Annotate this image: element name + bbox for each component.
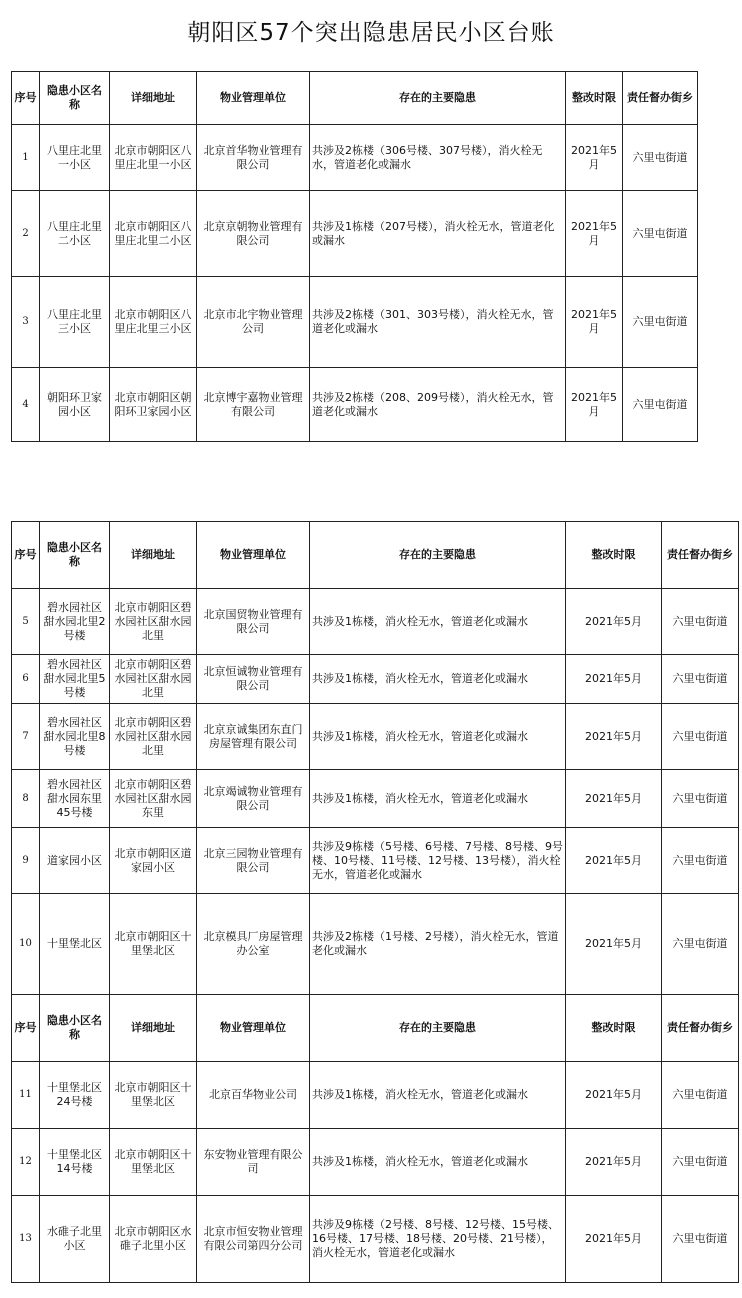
address: 北京市朝阳区碧水园社区甜水园北里	[110, 655, 197, 704]
header-community-name: 隐患小区名称	[40, 522, 110, 589]
property-manager: 北京百华物业公司	[197, 1062, 310, 1129]
table-row	[12, 894, 739, 995]
row-number: 4	[12, 368, 40, 442]
table-row	[12, 704, 739, 770]
address: 北京市朝阳区水碓子北里小区	[110, 1196, 197, 1283]
row-number: 3	[12, 277, 40, 368]
header-row	[12, 72, 698, 125]
deadline: 2021年5月	[566, 368, 623, 442]
responsible-street: 六里屯街道	[662, 589, 739, 655]
header-row-number: 序号	[12, 522, 40, 589]
main-hazard: 共涉及1栋楼，消火栓无水，管道老化或漏水	[310, 704, 566, 770]
table-row	[12, 277, 698, 368]
main-hazard: 共涉及2栋楼（301、303号楼），消火栓无水，管道老化或漏水	[310, 277, 566, 368]
page-title: 朝阳区57个突出隐患居民小区台账	[187, 20, 555, 46]
main-hazard: 共涉及1栋楼，消火栓无水，管道老化或漏水	[310, 1129, 566, 1196]
community-name: 碧水园社区甜水园北里2号楼	[40, 589, 110, 655]
community-name: 碧水园社区甜水园北里8号楼	[40, 704, 110, 770]
main-hazard: 共涉及1栋楼，消火栓无水，管道老化或漏水	[310, 589, 566, 655]
address: 北京市朝阳区碧水园社区甜水园东里	[110, 770, 197, 828]
community-name: 八里庄北里一小区	[40, 125, 110, 191]
row-number: 10	[12, 894, 40, 995]
header-deadline: 整改时限	[566, 995, 662, 1062]
header-address: 详细地址	[110, 995, 197, 1062]
header-responsible-street: 责任督办街乡	[662, 522, 739, 589]
table-row	[12, 770, 739, 828]
deadline: 2021年5月	[566, 1129, 662, 1196]
deadline: 2021年5月	[566, 125, 623, 191]
deadline: 2021年5月	[566, 894, 662, 995]
header-community-name: 隐患小区名称	[40, 72, 110, 125]
property-manager: 北京三园物业管理有限公司	[197, 828, 310, 894]
address: 北京市朝阳区十里堡北区	[110, 1062, 197, 1129]
table-row	[12, 1062, 739, 1129]
header-row-number: 序号	[12, 72, 40, 125]
main-hazard: 共涉及2栋楼（306号楼、307号楼），消火栓无水，管道老化或漏水	[310, 125, 566, 191]
address: 北京市朝阳区碧水园社区甜水园北里	[110, 704, 197, 770]
header-deadline: 整改时限	[566, 72, 623, 125]
hazard-table-1	[11, 71, 698, 442]
property-manager: 北京竭诚物业管理有限公司	[197, 770, 310, 828]
community-name: 八里庄北里二小区	[40, 191, 110, 277]
header-main-hazard: 存在的主要隐患	[310, 522, 566, 589]
deadline: 2021年5月	[566, 1062, 662, 1129]
main-hazard: 共涉及9栋楼（5号楼、6号楼、7号楼、8号楼、9号楼、10号楼、11号楼、12号楼、13号楼），消火栓无水，管道老化或漏水	[310, 828, 566, 894]
table-row	[12, 1129, 739, 1196]
community-name: 十里堡北区24号楼	[40, 1062, 110, 1129]
hazard-table-2	[11, 521, 739, 1283]
responsible-street: 六里屯街道	[623, 125, 698, 191]
main-hazard: 共涉及1栋楼（207号楼），消火栓无水，管道老化或漏水	[310, 191, 566, 277]
header-row	[12, 995, 739, 1062]
table-row	[12, 125, 698, 191]
property-manager: 北京博宇嘉物业管理有限公司	[197, 368, 310, 442]
main-hazard: 共涉及1栋楼，消火栓无水，管道老化或漏水	[310, 770, 566, 828]
responsible-street: 六里屯街道	[662, 770, 739, 828]
header-address: 详细地址	[110, 522, 197, 589]
responsible-street: 六里屯街道	[662, 1062, 739, 1129]
property-manager: 北京模具厂房屋管理办公室	[197, 894, 310, 995]
header-row	[12, 522, 739, 589]
row-number: 8	[12, 770, 40, 828]
responsible-street: 六里屯街道	[662, 655, 739, 704]
deadline: 2021年5月	[566, 191, 623, 277]
row-number: 5	[12, 589, 40, 655]
header-property-manager: 物业管理单位	[197, 522, 310, 589]
row-number: 7	[12, 704, 40, 770]
property-manager: 北京恒诚物业管理有限公司	[197, 655, 310, 704]
community-name: 十里堡北区14号楼	[40, 1129, 110, 1196]
table-row	[12, 589, 739, 655]
property-manager: 北京京诚集团东直门房屋管理有限公司	[197, 704, 310, 770]
community-name: 十里堡北区	[40, 894, 110, 995]
row-number: 2	[12, 191, 40, 277]
header-row-number: 序号	[12, 995, 40, 1062]
deadline: 2021年5月	[566, 770, 662, 828]
address: 北京市朝阳区八里庄北里三小区	[110, 277, 197, 368]
responsible-street: 六里屯街道	[623, 191, 698, 277]
property-manager: 东安物业管理有限公司	[197, 1129, 310, 1196]
property-manager: 北京市恒安物业管理有限公司第四分公司	[197, 1196, 310, 1283]
row-number: 6	[12, 655, 40, 704]
responsible-street: 六里屯街道	[662, 1196, 739, 1283]
table-row	[12, 368, 698, 442]
header-address: 详细地址	[110, 72, 197, 125]
main-hazard: 共涉及2栋楼（208、209号楼），消火栓无水，管道老化或漏水	[310, 368, 566, 442]
property-manager: 北京首华物业管理有限公司	[197, 125, 310, 191]
header-main-hazard: 存在的主要隐患	[310, 995, 566, 1062]
address: 北京市朝阳区八里庄北里二小区	[110, 191, 197, 277]
responsible-street: 六里屯街道	[623, 277, 698, 368]
table-row	[12, 1196, 739, 1283]
deadline: 2021年5月	[566, 704, 662, 770]
table-row	[12, 191, 698, 277]
row-number: 11	[12, 1062, 40, 1129]
row-number: 12	[12, 1129, 40, 1196]
address: 北京市朝阳区碧水园社区甜水园北里	[110, 589, 197, 655]
community-name: 道家园小区	[40, 828, 110, 894]
address: 北京市朝阳区朝阳环卫家园小区	[110, 368, 197, 442]
property-manager: 北京国贸物业管理有限公司	[197, 589, 310, 655]
community-name: 水碓子北里小区	[40, 1196, 110, 1283]
deadline: 2021年5月	[566, 1196, 662, 1283]
header-property-manager: 物业管理单位	[197, 72, 310, 125]
main-hazard: 共涉及9栋楼（2号楼、8号楼、12号楼、15号楼、16号楼、17号楼、18号楼、20号楼、21号楼），消火栓无水，管道老化或漏水	[310, 1196, 566, 1283]
header-main-hazard: 存在的主要隐患	[310, 72, 566, 125]
community-name: 朝阳环卫家园小区	[40, 368, 110, 442]
responsible-street: 六里屯街道	[662, 828, 739, 894]
community-name: 八里庄北里三小区	[40, 277, 110, 368]
deadline: 2021年5月	[566, 277, 623, 368]
table-row	[12, 655, 739, 704]
address: 北京市朝阳区八里庄北里一小区	[110, 125, 197, 191]
responsible-street: 六里屯街道	[662, 704, 739, 770]
responsible-street: 六里屯街道	[662, 1129, 739, 1196]
deadline: 2021年5月	[566, 589, 662, 655]
header-responsible-street: 责任督办街乡	[623, 72, 698, 125]
community-name: 碧水园社区甜水园北里5号楼	[40, 655, 110, 704]
main-hazard: 共涉及1栋楼，消火栓无水，管道老化或漏水	[310, 655, 566, 704]
property-manager: 北京市北宇物业管理公司	[197, 277, 310, 368]
header-deadline: 整改时限	[566, 522, 662, 589]
deadline: 2021年5月	[566, 828, 662, 894]
row-number: 13	[12, 1196, 40, 1283]
main-hazard: 共涉及2栋楼（1号楼、2号楼），消火栓无水，管道老化或漏水	[310, 894, 566, 995]
responsible-street: 六里屯街道	[623, 368, 698, 442]
address: 北京市朝阳区道家园小区	[110, 828, 197, 894]
row-number: 9	[12, 828, 40, 894]
community-name: 碧水园社区甜水园东里45号楼	[40, 770, 110, 828]
address: 北京市朝阳区十里堡北区	[110, 1129, 197, 1196]
header-responsible-street: 责任督办街乡	[662, 995, 739, 1062]
table-row	[12, 828, 739, 894]
main-hazard: 共涉及1栋楼，消火栓无水，管道老化或漏水	[310, 1062, 566, 1129]
deadline: 2021年5月	[566, 655, 662, 704]
responsible-street: 六里屯街道	[662, 894, 739, 995]
header-community-name: 隐患小区名称	[40, 995, 110, 1062]
address: 北京市朝阳区十里堡北区	[110, 894, 197, 995]
property-manager: 北京京朝物业管理有限公司	[197, 191, 310, 277]
header-property-manager: 物业管理单位	[197, 995, 310, 1062]
row-number: 1	[12, 125, 40, 191]
